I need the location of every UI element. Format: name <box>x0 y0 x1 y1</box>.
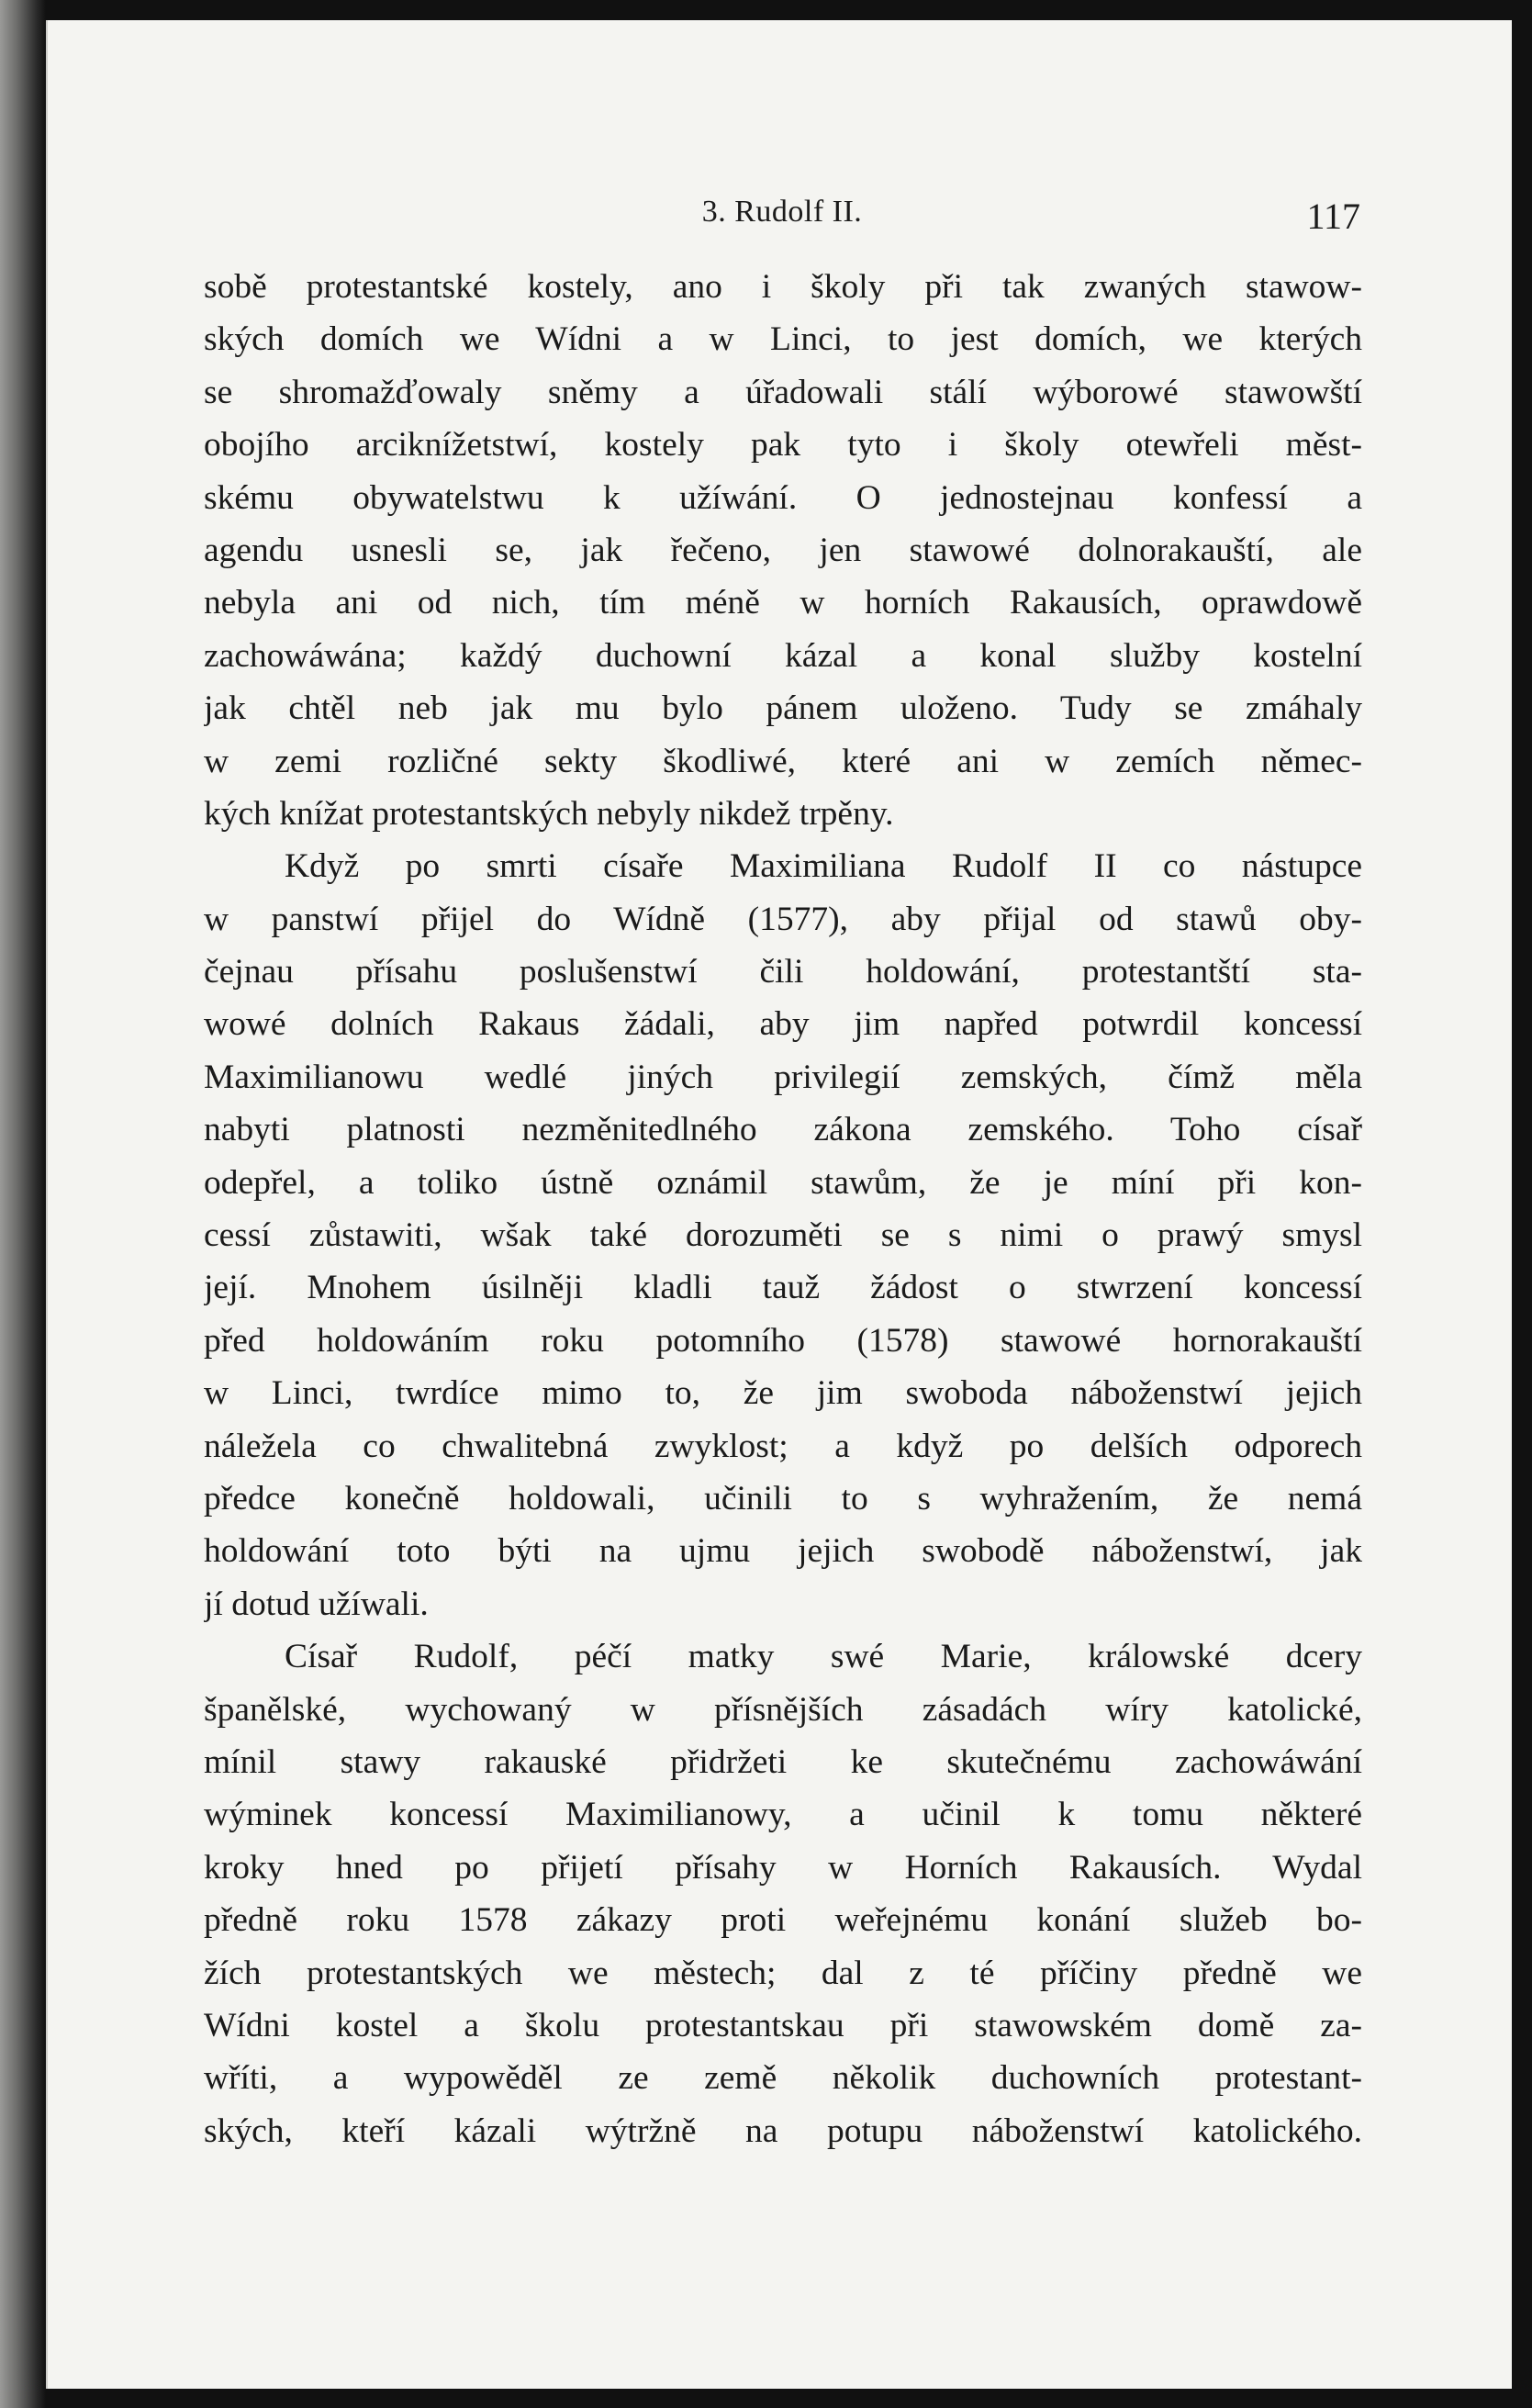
text-line: mínil stawy rakauské přidržeti ke skutečnému zachowáwání <box>204 1742 1362 1781</box>
paragraph-1 <box>204 261 1362 840</box>
text-line: w Linci, twrdíce mimo to, že jim swoboda náboženstwí jejich <box>204 1374 1362 1413</box>
text-line: zachowáwána; každý duchowní kázal a konal služby kostelní <box>204 636 1362 675</box>
running-title: 3. Rudolf II. <box>701 195 863 229</box>
text-line: nabyti platnosti nezměnitedlného zákona zemského. Toho císař <box>204 1111 1362 1149</box>
text-line: agendu usnesli se, jak řečeno, jen stawowé dolnorakauští, ale <box>204 531 1362 569</box>
scan-left-edge <box>0 0 46 2408</box>
text-line: se shromažďowaly sněmy a úřadowali stálí wýborowé stawowští <box>204 373 1362 411</box>
text-line: kroky hned po přijetí přísahy w Horních Rakausích. Wydal <box>204 1848 1362 1887</box>
text-line: holdowání toto býti na ujmu jejich swobodě náboženstwí, jak <box>204 1532 1362 1571</box>
text-line: nebyla ani od nich, tím méně w horních Rakausích, oprawdowě <box>204 584 1362 622</box>
text-line: w zemi rozličné sekty škodliwé, které ani w zemích němec- <box>204 742 1362 780</box>
text-line: sobě protestantské kostely, ano i školy při tak zwaných stawow- <box>204 268 1362 306</box>
body-text <box>204 261 1362 2157</box>
text-line: Maximilianowu wedlé jiných privilegií zemských, čímž měla <box>204 1058 1362 1096</box>
paragraph-3 <box>204 1630 1362 2157</box>
text-line: wowé dolních Rakaus žádali, aby jim napřed potwrdil koncessí <box>204 1005 1362 1044</box>
page-number: 117 <box>1306 196 1360 237</box>
text-line: ských domích we Wídni a w Linci, to jest domích, we kterých <box>204 320 1362 359</box>
text-line: wříti, a wypowěděl ze země několik duchowních protestant- <box>204 2059 1362 2098</box>
text-line: Když po smrti císaře Maximiliana Rudolf II co nástupce <box>285 847 1362 886</box>
book-page <box>46 20 1512 2389</box>
text-line: kých knížat protestantských nebyly nikdež trpěny. <box>204 794 894 833</box>
text-line: její. Mnohem úsilněji kladli tauž žádost o stwrzení koncessí <box>204 1269 1362 1307</box>
text-line: ských, kteří kázali wýtržně na potupu náboženstwí katolického. <box>204 2111 1362 2150</box>
text-line: žích protestantských we městech; dal z té příčiny předně we <box>204 1954 1362 1992</box>
text-line: jí dotud užíwali. <box>204 1585 429 1623</box>
running-head <box>204 195 1360 241</box>
text-line: skému obywatelstwu k užíwání. O jednostejnau konfessí a <box>204 478 1362 517</box>
text-line: wýminek koncessí Maximilianowy, a učinil k tomu některé <box>204 1796 1362 1834</box>
text-line: před holdowáním roku potomního (1578) stawowé hornorakauští <box>204 1321 1362 1360</box>
text-line: předně roku 1578 zákazy proti weřejnému konání služeb bo- <box>204 1901 1362 1940</box>
text-line: čejnau přísahu poslušenstwí čili holdowání, protestantští sta- <box>204 953 1362 991</box>
text-line: odepřel, a toliko ústně oznámil stawům, že je míní při kon- <box>204 1163 1362 1202</box>
text-line: předce konečně holdowali, učinili to s wyhražením, že nemá <box>204 1479 1362 1518</box>
text-line: jak chtěl neb jak mu bylo pánem uloženo. Tudy se zmáhaly <box>204 689 1362 728</box>
paragraph-2 <box>204 840 1362 1630</box>
text-line: Císař Rudolf, péčí matky swé Marie, králowské dcery <box>285 1638 1362 1676</box>
text-line: španělské, wychowaný w přísnějších zásadách wíry katolické, <box>204 1690 1362 1729</box>
text-line: Wídni kostel a školu protestantskau při stawowském domě za- <box>204 2006 1362 2044</box>
text-line: cessí zůstawiti, wšak také dorozuměti se s nimi o prawý smysl <box>204 1216 1362 1255</box>
text-line: obojího arciknížetstwí, kostely pak tyto i školy otewřeli měst- <box>204 426 1362 465</box>
text-line: w panstwí přijel do Wídně (1577), aby přijal od stawů oby- <box>204 900 1362 938</box>
text-line: náležela co chwalitebná zwyklost; a když po delších odporech <box>204 1427 1362 1465</box>
